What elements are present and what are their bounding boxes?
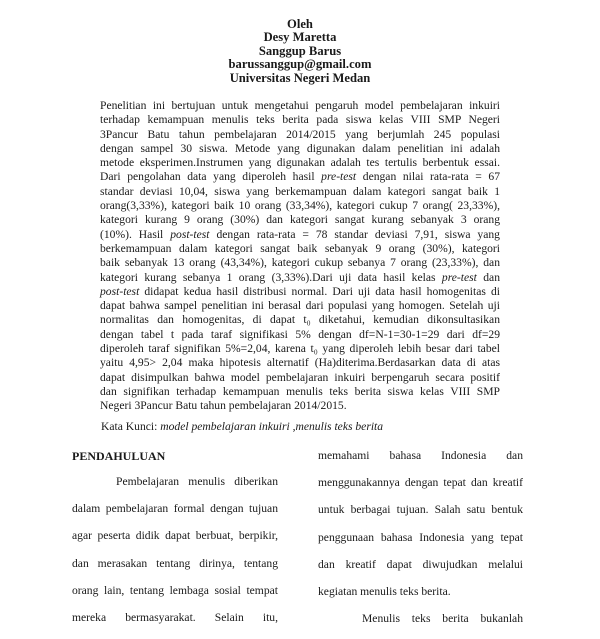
body-line: menggunakannya dengan tepat dan kreatif	[318, 476, 523, 490]
keywords-value: model pembelajaran inkuiri ,menulis teks berita	[160, 420, 384, 433]
abstract-line: dengan sampel 30 siswa. Metode yang digunakan dalam penelitian ini adalah	[100, 141, 500, 155]
abstract-line: 3Pancur Batu tahun pembelajaran 2014/2015 yang berjumlah 245 populasi	[100, 127, 500, 141]
body-line: memahami bahasa Indonesia dan	[318, 449, 523, 462]
abstract-line: Negeri 3Pancur Batu tahun pembelajaran 2014/2015.	[100, 399, 347, 413]
body-line: orang lain, tentang lembaga sosial tempat	[72, 583, 278, 597]
body-line: Pembelajaran menulis diberikan	[116, 475, 278, 488]
abstract	[100, 99, 500, 414]
abstract-italic-term: pre-test	[441, 270, 477, 284]
body-line: untuk berbagai tujuan. Salah satu bentuk	[318, 503, 523, 517]
abstract-line: yaitu 4,95> 2,04 maka hipotesis alternatif (Ha)diterima.Berdasarkan data di atas	[100, 356, 500, 370]
author-email: barussanggup@gmail.com	[228, 57, 372, 72]
abstract-line: Penelitian ini bertujuan untuk mengetahui pengaruh model pembelajaran inkuiri	[100, 99, 500, 112]
keywords	[101, 420, 383, 433]
abstract-italic-term: pre-test	[321, 170, 357, 184]
abstract-line: dapat disimpulkan bahwa model pembelajaran inkuiri berpengaruh secara positif	[100, 370, 500, 384]
body-line: agar peserta didik dapat berbuat, berpikir,	[72, 529, 278, 543]
abstract-line: dan signifikan terhadap kemampuan menulis teks berita siswa kelas VIII SMP	[100, 384, 500, 398]
body-line: kegiatan menulis teks berita.	[318, 584, 451, 598]
abstract-line: terhadap kemampuan menulis teks berita pada siswa kelas VIII SMP Negeri	[100, 113, 500, 127]
body-column-right	[318, 449, 523, 639]
abstract-line: dapat bahwa sampel penelitian ini berasal dari populasi yang homogen. Setelah uji	[100, 299, 500, 313]
body-column-left	[72, 449, 278, 638]
by-label: Oleh	[287, 17, 313, 31]
keywords-label: Kata Kunci:	[101, 420, 161, 433]
author-name: Desy Maretta	[263, 30, 337, 45]
abstract-line: berkemampuan dalam kategori sangat baik sebanyak 9 orang (30%), kategori	[100, 241, 500, 255]
abstract-italic-term: post-test	[100, 284, 140, 298]
abstract-line: kategori kurang sebanya 1 orang (3,33%).Dari uji data hasil kelas pre-test dan	[100, 270, 501, 284]
paper-header	[0, 18, 600, 85]
abstract-line: post-test didapat kedua hasil distribusi normal. Dari uji data hasil homogenitas di	[100, 284, 500, 298]
body-line: dan merasakan tentang dirinya, tentang	[72, 556, 278, 570]
author-name: Sanggup Barus	[258, 43, 342, 58]
abstract-italic-term: post-test	[170, 227, 210, 241]
abstract-line: kategori kurang 9 orang (30%) dan kategori sangat kurang sebanyak 3 orang	[100, 213, 500, 227]
abstract-line: orang(3,33%), kategori baik 10 orang (33,34%), kategori cukup 7 orang( 23,33%),	[100, 199, 500, 213]
abstract-line: diperoleh taraf signifikan 5%=2,04, karena t₀ yang diperoleh lebih besar dari tabel	[100, 342, 500, 356]
abstract-line: normalitas dan homogenitas, di dapat t₀ diketahui, kemudian dikonsultasikan	[100, 313, 500, 327]
abstract-line: metode eksperimen.Instrumen yang digunakan adalah tes tertulis berbentuk essai.	[100, 156, 500, 170]
abstract-line: dengan tabel t pada taraf signifikasi 5% dengan df=N-1=30-1=29 dari df=29	[100, 327, 500, 341]
abstract-line: Dari pengolahan data yang diperoleh hasil pre-test dengan nilai rata-rata = 67	[100, 170, 500, 184]
body-line: dalam pembelajaran formal dengan tujuan	[72, 502, 278, 516]
body-line: Menulis teks berita bukanlah	[362, 612, 523, 626]
author-institution: Universitas Negeri Medan	[229, 70, 371, 85]
body-line: mereka bermasyarakat. Selain itu,	[72, 610, 278, 624]
section-title: PENDAHULUAN	[72, 449, 166, 463]
body-line: dan kreatif dapat diwujudkan melalui	[318, 557, 523, 571]
abstract-line: (10%). Hasil post-test dengan rata-rata = 78 standar deviasi 7,91, siswa yang	[100, 227, 500, 241]
abstract-line: standar deviasi 10,04, siswa yang berkemampuan dalam kategori sangat baik 1	[100, 184, 500, 198]
body-line: penggunaan bahasa Indonesia yang tepat	[318, 530, 523, 544]
abstract-line: baik sebanyak 13 orang (43,34%), kategori cukup sebanya 7 orang (23,33%), dan	[100, 256, 500, 270]
